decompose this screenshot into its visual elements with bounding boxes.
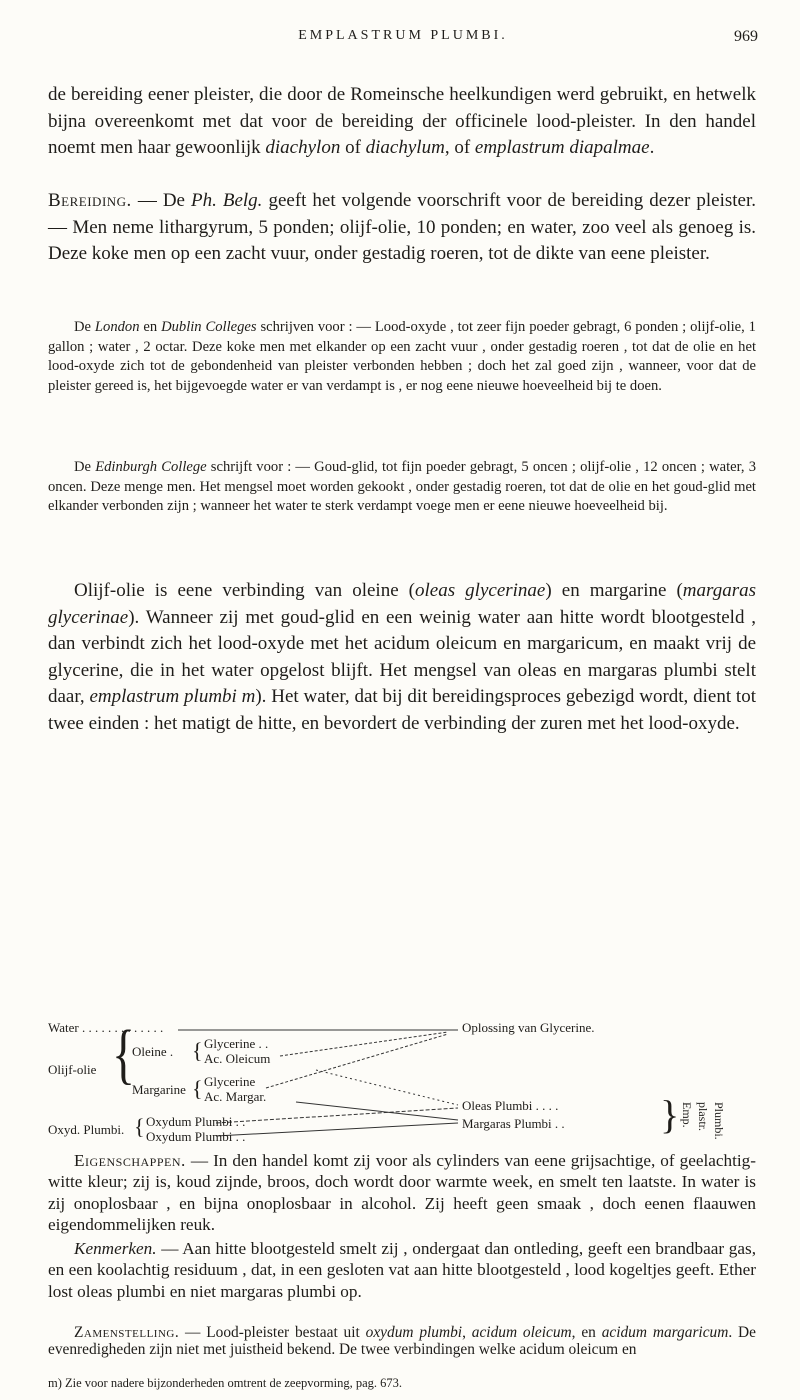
diagram-ac-margar: Ac. Margar. bbox=[204, 1089, 267, 1104]
paragraph-eigenschappen: Eigenschappen. — In den handel komt zij voor als cylinders van eene grijsachtige, of geelachtig-witte kleur; zij is, koud zijnde, broos, doch wordt door warmte week, en smelt ten laatste. In water is zij onoplosbaar , en bijna onoplosbaar in alcohol. Zij heeft geen smaak , doch eenen flaauwen eigendommelijken reuk. bbox=[48, 1151, 756, 1235]
diagram-result-glycerine: Oplossing van Glycerine. bbox=[462, 1020, 595, 1035]
diagram-glycerine-2: Glycerine bbox=[204, 1074, 256, 1089]
brace-oxyd: { bbox=[134, 1114, 145, 1139]
paragraph-edinburgh: De Edinburgh College schrijft voor : — Goud-glid, tot fijn poeder gebragt, 5 oncen ; olijf-olie , 12 oncen ; water, 3 oncen. Deze menge men. Het mengsel moet worden gekookt , onder gestadig roeren, tot dat de olie en het goud-glid met elkander verbonden zijn ; wanneer het water te sterk verdampt voege men er eene nieuwe hoeveelheid bij. bbox=[48, 459, 757, 515]
diagram-oxydum-2: Oxydum Plumbi . . bbox=[146, 1129, 246, 1144]
diagram-ac-oleicum: Ac. Oleicum bbox=[204, 1051, 271, 1066]
paragraph-london-dublin: De London en Dublin Colleges schrijven voor : — Lood-oxyde , tot zeer fijn poeder gebragt, 6 ponden ; olijf-olie, 1 gallon ; water , 2 octar. Deze koke men met elkander op een zacht vuur , onder gestadig roeren , tot dat de olie en het lood-oxyde zich tot de gebondenheid van pleister verbonden hebben ; doch het zal goed zijn , wanneer, voor dat de pleister gereed is, het bijgevoegde water er van verdampt is , er nog eene nieuwe hoeveelheid bij te doen. bbox=[48, 319, 756, 394]
paragraph-diachylon: de bereiding eener pleister, die door de Romeinsche heelkundigen werd gebruikt, en hetwelk bijna overeenkomt met dat voor de bereiding der officinele lood-pleister. In den handel noemt men haar gewoonlijk diachylon of diachylum, of emplastrum diapalmae. bbox=[48, 84, 756, 159]
diagram-oleas-plumbi: Oleas Plumbi . . . . bbox=[462, 1098, 559, 1113]
brace-oleine: { bbox=[192, 1038, 203, 1063]
diagram-oxydum-1: Oxydum Plumbi . . bbox=[146, 1114, 246, 1129]
page-header bbox=[48, 28, 758, 52]
diagram-olijf-olie: Olijf-olie bbox=[48, 1062, 97, 1077]
page-number: 969 bbox=[734, 28, 758, 45]
running-title: EMPLASTRUM PLUMBI. bbox=[298, 28, 508, 43]
diagram-margarine: Margarine bbox=[132, 1082, 186, 1097]
diagram-emp-1: Emp. bbox=[680, 1102, 694, 1128]
zamenstelling-block bbox=[48, 1324, 756, 1358]
diagram-emp-2: plastr. bbox=[696, 1102, 710, 1131]
diagram-glycerine-1: Glycerine . . bbox=[204, 1036, 269, 1051]
footnote bbox=[48, 1376, 756, 1391]
diagram-water: Water . . . . . . . . . . . . . bbox=[48, 1020, 164, 1035]
reaction-diagram bbox=[48, 1017, 760, 1144]
brace-olie: { bbox=[112, 1017, 136, 1092]
diagram-oleine: Oleine . bbox=[132, 1044, 174, 1059]
paragraph-zamenstelling: Zamenstelling. — Lood-pleister bestaat uit oxydum plumbi, acidum oleicum, en acidum margaricum. De evenredigheden zijn niet met juistheid bekend. De twee verbindingen welke acidum oleicum en bbox=[48, 1324, 756, 1359]
brace-emplastrum: { bbox=[660, 1092, 680, 1137]
brace-margarine: { bbox=[192, 1076, 203, 1101]
paragraph-kenmerken: Kenmerken. — Aan hitte blootgesteld smelt zij , ondergaat dan ontleding, geeft een brandbaar gas, en een koolachtig residuum , dat, in een gesloten vat aan hitte blootgesteld , lood kogeltjes geeft. Ether lost oleas plumbi en niet margaras plumbi op. bbox=[48, 1239, 756, 1301]
footnote-text: Zie voor nadere bijzonderheden omtrent de zeepvorming, pag. 673. bbox=[65, 1376, 403, 1390]
diagram-margaras-plumbi: Margaras Plumbi . . bbox=[462, 1116, 565, 1131]
paragraph-olijf-olie: Olijf-olie is eene verbinding van oleine (oleas glycerinae) en margarine (margaras glycerinae). Wanneer zij met goud-glid en een weinig water aan hitte wordt blootgesteld , dan verbindt zich het lood-oxyde met het acidum oleicum en margaricum, en maakt vrij de glycerine, die in het water opgelost blijft. Het mengsel van oleas en margaras plumbi stelt daar, emplastrum plumbi m). Het water, dat bij dit bereidingsproces gebezigd wordt, dient tot twee einden : het matigt de hitte, en bevordert de verbinding der zuren met het lood-oxyde. bbox=[48, 580, 756, 734]
diagram-emp-3: Plumbi. bbox=[712, 1102, 726, 1140]
paragraph-bereiding: Bereiding. — De Ph. Belg. geeft het volgende voorschrift voor de bereiding dezer pleister. — Men neme lithargyrum, 5 ponden; olijf-olie, 10 ponden; en water, zoo veel als genoeg is. Deze koke men op een zacht vuur, onder gestadig roeren, tot de dikte van eene pleister. bbox=[48, 190, 756, 265]
footnote-marker: m) bbox=[48, 1376, 62, 1390]
diagram-oxyd-plumbi: Oxyd. Plumbi. bbox=[48, 1122, 125, 1137]
